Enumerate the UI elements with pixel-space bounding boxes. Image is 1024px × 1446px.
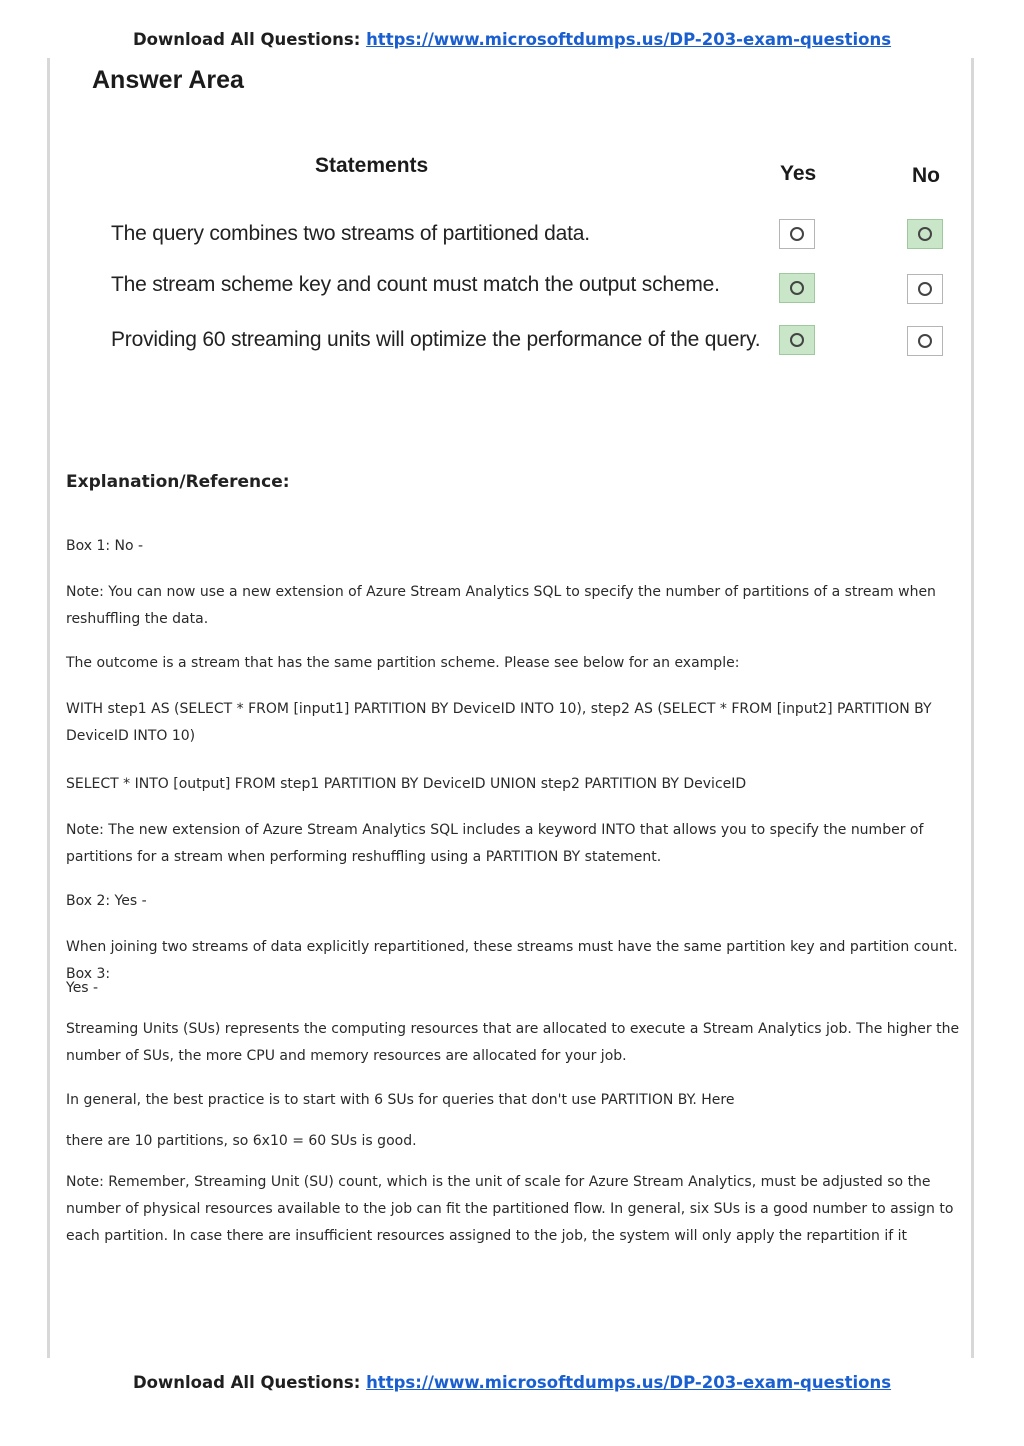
radio-circle-icon [918,227,932,241]
statement-1-no-radio[interactable] [907,219,943,249]
no-header: No [912,164,940,187]
banner-link[interactable]: https://www.microsoftdumps.us/DP-203-exam-questions [366,30,892,49]
statement-1: The query combines two streams of partitioned data. [111,222,590,245]
bottom-banner [0,1373,1024,1392]
paragraph: Box 2: Yes - [66,893,147,909]
answer-area [60,58,960,388]
radio-circle-icon [918,282,932,296]
paragraph: Note: Remember, Streaming Unit (SU) count, which is the unit of scale for Azure Stream Analytics, must be adjusted so the number of physical resources available to the job can fit the partitioned flow. In general, six SUs is a good number to assign to each partition. In case there are insufficient resources assigned to the job, the system will only apply the repartition if it [66,1174,954,1244]
frame-left-border [47,58,50,1358]
paragraph: Note: You can now use a new extension of Azure Stream Analytics SQL to specify the number of partitions of a stream when reshuffling the data. [66,584,936,627]
statement-1-yes-radio[interactable] [779,219,815,249]
paragraph: In general, the best practice is to start with 6 SUs for queries that don't use PARTITION BY. Here [66,1092,735,1108]
radio-circle-icon [918,334,932,348]
answer-area-title: Answer Area [92,66,244,94]
banner-label: Download All Questions: [132,30,361,49]
statement-3-yes-radio[interactable] [779,325,815,355]
paragraph: Streaming Units (SUs) represents the computing resources that are allocated to execute a Stream Analytics job. The higher the number of SUs, the more CPU and memory resources are allocated for your job. [66,1021,960,1064]
paragraph: When joining two streams of data explicitly repartitioned, these streams must have the same partition key and partition count. Box 3: [66,939,958,982]
code-paragraph: WITH step1 AS (SELECT * FROM [input1] PARTITION BY DeviceID INTO 10), step2 AS (SELECT * FROM [input2] PARTITION BY DeviceID INTO 10) [66,701,932,744]
explanation-title: Explanation/Reference: [66,472,290,492]
code-paragraph: SELECT * INTO [output] FROM step1 PARTITION BY DeviceID UNION step2 PARTITION BY DeviceID [66,776,747,792]
yes-header: Yes [780,162,817,185]
paragraph: there are 10 partitions, so 6x10 = 60 SUs is good. [66,1133,417,1149]
statement-3-no-radio[interactable] [907,326,943,356]
banner-label: Download All Questions: [132,1373,361,1392]
radio-circle-icon [790,333,804,347]
statement-2-no-radio[interactable] [907,274,943,304]
banner-link[interactable]: https://www.microsoftdumps.us/DP-203-exam-questions [366,1373,892,1392]
paragraph: The outcome is a stream that has the same partition scheme. Please see below for an example: [66,655,740,671]
radio-circle-icon [790,281,804,295]
top-banner [0,30,1024,49]
paragraph: Yes - [66,980,99,996]
statement-2: The stream scheme key and count must match the output scheme. [111,273,720,296]
statement-3: Providing 60 streaming units will optimize the performance of the query. [111,328,761,351]
frame-right-border [971,58,974,1358]
radio-circle-icon [790,227,804,241]
statement-2-yes-radio[interactable] [779,273,815,303]
statements-header: Statements [315,154,429,177]
paragraph: Box 1: No - [66,538,144,554]
paragraph: Note: The new extension of Azure Stream Analytics SQL includes a keyword INTO that allows you to specify the number of partitions for a stream when performing reshuffling using a PARTITION BY statement. [66,822,924,865]
